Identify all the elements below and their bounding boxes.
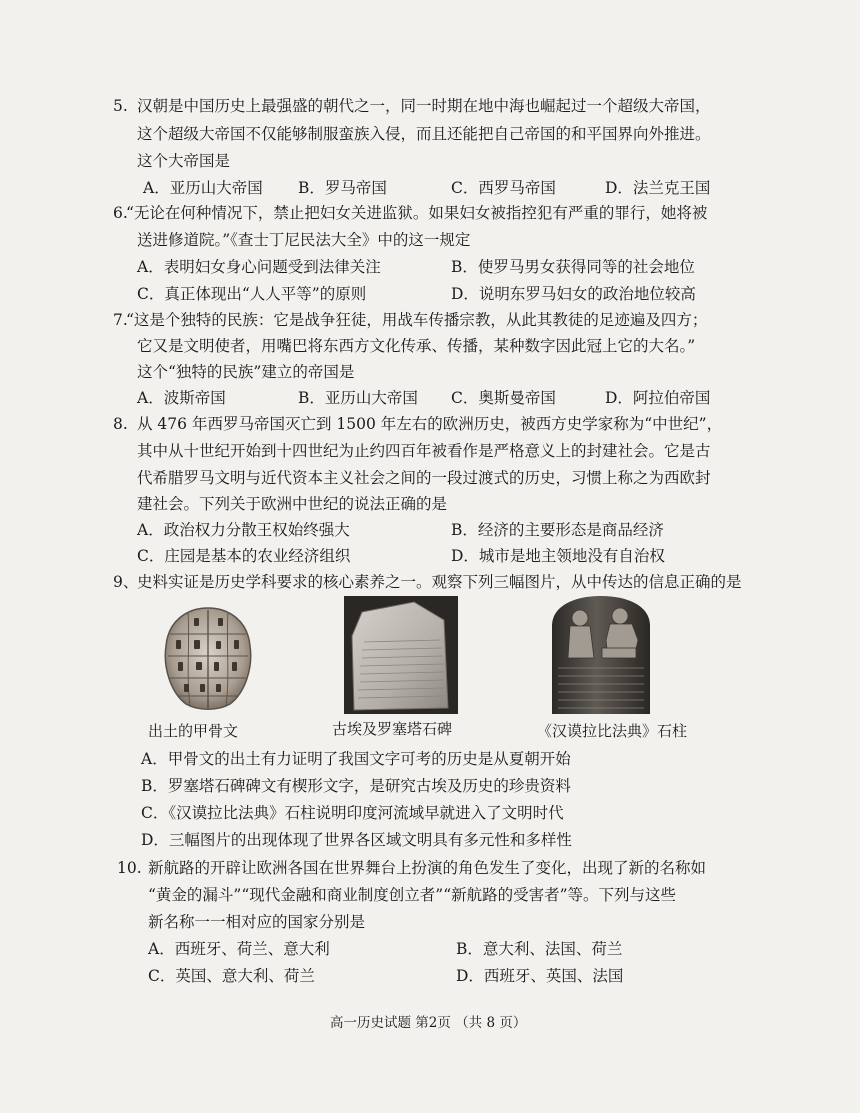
question-8-line-1: 从 476 年西罗马帝国灭亡到 1500 年左右的欧洲历史，被西方史学家称为“中世纪”， xyxy=(137,415,723,433)
question-10-number: 10. xyxy=(117,859,142,877)
question-8-option-c: C．庄园是基本的农业经济组织 xyxy=(137,547,351,565)
question-7-line-3: 这个“独特的民族”建立的帝国是 xyxy=(137,363,355,381)
question-8-number: 8. xyxy=(113,415,128,433)
question-8-option-b: B．经济的主要形态是商品经济 xyxy=(451,521,664,539)
question-5-option-a: A．亚历山大帝国 xyxy=(143,179,263,197)
question-7-number: 7. xyxy=(113,311,128,329)
question-5-line-2: 这个超级大帝国不仅能够制服蛮族入侵，而且还能把自己帝国的和平国界向外推进。 xyxy=(137,125,711,143)
question-8-line-2: 其中从十世纪开始到十四世纪为止约四百年被看作是严格意义上的封建社会。它是古 xyxy=(137,442,711,460)
question-10-option-b: B．意大利、法国、荷兰 xyxy=(456,940,623,958)
question-9-line-1: 史料实证是历史学科要求的核心素养之一。观察下列三幅图片，从中传达的信息正确的是 xyxy=(137,573,742,591)
question-5-number: 5. xyxy=(113,97,128,115)
question-9-option-b: B．罗塞塔石碑碑文有楔形文字，是研究古埃及历史的珍贵资料 xyxy=(141,777,571,795)
question-5-option-d: D．法兰克王国 xyxy=(605,179,711,197)
question-9-option-d: D．三幅图片的出现体现了世界各区域文明具有多元性和多样性 xyxy=(141,831,572,849)
question-5-line-1: 汉朝是中国历史上最强盛的朝代之一，同一时期在地中海也崛起过一个超级大帝国， xyxy=(137,97,711,115)
question-6-option-b: B．使罗马男女获得同等的社会地位 xyxy=(451,258,695,276)
hammurabi-stele-image xyxy=(546,596,656,714)
question-6-option-d: D．说明东罗马妇女的政治地位较高 xyxy=(451,285,696,303)
question-7-option-c: C．奥斯曼帝国 xyxy=(451,389,556,407)
question-9-option-c: C．《汉谟拉比法典》石柱说明印度河流域早就进入了文明时代 xyxy=(141,804,564,822)
question-8-option-d: D．城市是地主领地没有自治权 xyxy=(451,547,665,565)
question-7-option-d: D．阿拉伯帝国 xyxy=(605,389,711,407)
question-7-option-a: A．波斯帝国 xyxy=(137,389,226,407)
question-10-line-1: 新航路的开辟让欧洲各国在世界舞台上扮演的角色发生了变化，出现了新的名称如 xyxy=(148,859,707,877)
question-6-option-c: C．真正体现出“人人平等”的原则 xyxy=(137,285,367,303)
figure-3-caption: 《汉谟拉比法典》石柱 xyxy=(537,722,688,740)
question-9-number: 9、 xyxy=(113,573,139,591)
figure-1-caption: 出土的甲骨文 xyxy=(148,722,239,740)
page-footer: 高一历史试题 第2页 （共 8 页） xyxy=(330,1015,527,1031)
question-5-option-c: C．西罗马帝国 xyxy=(451,179,556,197)
question-7-option-b: B．亚历山大帝国 xyxy=(298,389,418,407)
question-9-option-a: A．甲骨文的出土有力证明了我国文字可考的历史是从夏朝开始 xyxy=(141,750,571,768)
question-10-line-3: 新名称一一相对应的国家分别是 xyxy=(148,913,366,931)
question-6-line-2: 送进修道院。”《查士丁尼民法大全》中的这一规定 xyxy=(137,231,471,249)
question-10-option-a: A．西班牙、荷兰、意大利 xyxy=(148,940,330,958)
question-10-line-2: “黄金的漏斗”“现代金融和商业制度创立者”“新航路的受害者”等。下列与这些 xyxy=(148,886,677,904)
figure-2-caption: 古埃及罗塞塔石碑 xyxy=(332,720,453,738)
question-6-line-1: “无论在何种情况下，禁止把妇女关进监狱。如果妇女被指控犯有严重的罪行，她将被 xyxy=(126,204,708,222)
question-5-line-3: 这个大帝国是 xyxy=(137,152,231,170)
question-8-line-3: 代希腊罗马文明与近代资本主义社会之间的一段过渡式的历史，习惯上称之为西欧封 xyxy=(137,469,711,487)
question-5-option-b: B．罗马帝国 xyxy=(298,179,387,197)
question-8-option-a: A．政治权力分散王权始终强大 xyxy=(137,521,350,539)
question-10-option-d: D．西班牙、英国、法国 xyxy=(456,967,624,985)
question-7-line-2: 它又是文明使者，用嘴巴将东西方文化传承、传播，某种数字因此冠上它的大名。” xyxy=(137,337,696,355)
question-6-number: 6. xyxy=(113,204,128,222)
question-8-line-4: 建社会。下列关于欧洲中世纪的说法正确的是 xyxy=(137,495,448,513)
question-7-line-1: “这是个独特的民族：它是战争狂徒，用战车传播宗教，从此其教徒的足迹遍及四方； xyxy=(126,311,708,329)
rosetta-stone-image xyxy=(344,596,458,714)
question-10-option-c: C．英国、意大利、荷兰 xyxy=(148,967,315,985)
question-6-option-a: A．表明妇女身心问题受到法律关注 xyxy=(137,258,381,276)
oracle-bone-image xyxy=(160,604,256,712)
